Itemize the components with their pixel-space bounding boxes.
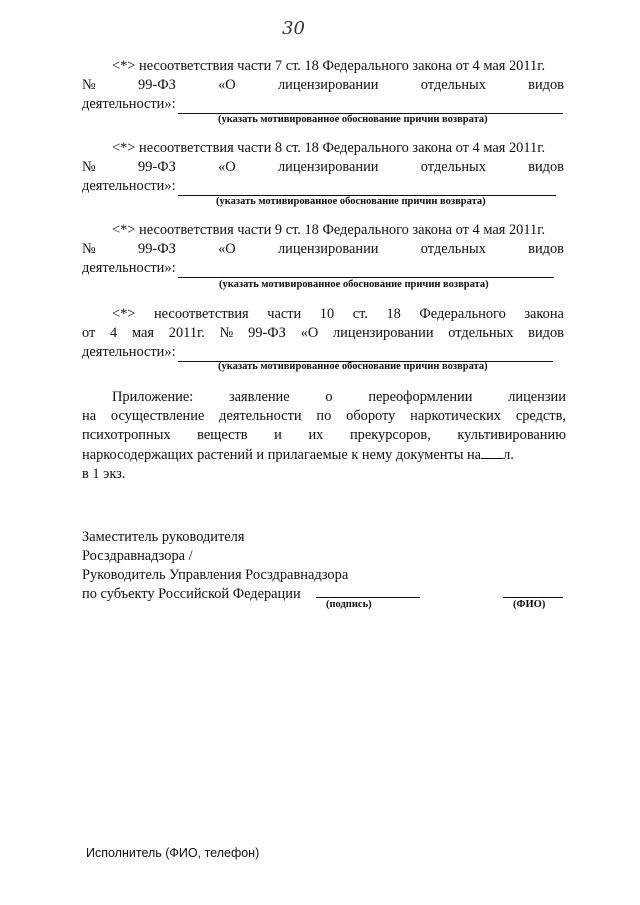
reason-fill-line[interactable]: деятельности»: <box>82 343 564 362</box>
reason-blank[interactable] <box>178 262 554 278</box>
reason-part-7 <box>82 57 564 114</box>
reason-part-9 <box>82 221 564 278</box>
reason-line-1: <*> несоответствия части 7 ст. 18 Федерального закона от 4 мая 2011г. <box>112 58 546 74</box>
reason-part-8 <box>82 139 564 196</box>
signatory-line: Руководитель Управления Росздравнадзора <box>82 567 349 583</box>
name-hint: (ФИО) <box>513 599 546 610</box>
annex-line: в 1 экз. <box>82 466 126 482</box>
reason-part-10 <box>82 305 564 362</box>
annex-line: Приложение: заявление о переоформлении лицензии <box>112 389 566 405</box>
reason-fill-line[interactable]: деятельности»: <box>82 177 564 196</box>
reason-fill-line[interactable]: деятельности»: <box>82 95 564 114</box>
annex-line: психотропных веществ и их прекурсоров, культивированию <box>82 427 566 443</box>
executor-label: Исполнитель (ФИО, телефон) <box>86 846 260 860</box>
reason-line-2: № 99-ФЗ «О лицензировании отдельных видов <box>82 77 564 93</box>
page-count-blank[interactable] <box>481 445 503 459</box>
signatory-block <box>82 528 348 604</box>
reason-blank[interactable] <box>178 98 563 114</box>
reason-line-1: <*> несоответствия части 10 ст. 18 Федерального закона <box>112 306 564 322</box>
reason-line-1: <*> несоответствия части 8 ст. 18 Федерального закона от 4 мая 2011г. <box>112 140 546 156</box>
reason-blank[interactable] <box>178 346 553 362</box>
reason-hint: (указать мотивированное обоснование причин возврата) <box>219 279 489 290</box>
reason-blank[interactable] <box>178 180 556 196</box>
annex-line: наркосодержащих растений и прилагаемые к нему документы на л. <box>82 447 514 463</box>
reason-hint: (указать мотивированное обоснование причин возврата) <box>218 361 488 372</box>
reason-line-2: № 99-ФЗ «О лицензировании отдельных видов <box>82 241 564 257</box>
reason-hint: (указать мотивированное обоснование причин возврата) <box>218 114 488 125</box>
name-line[interactable] <box>503 596 563 598</box>
reason-line-2: от 4 мая 2011г. № 99-ФЗ «О лицензировании отдельных видов <box>82 325 564 341</box>
reason-line-2: № 99-ФЗ «О лицензировании отдельных видов <box>82 159 564 175</box>
signatory-line: Росздравнадзора / <box>82 548 193 564</box>
reason-line-1: <*> несоответствия части 9 ст. 18 Федерального закона от 4 мая 2011г. <box>112 222 546 238</box>
annex-line: на осуществление деятельности по обороту наркотических средств, <box>82 408 566 424</box>
signature-line[interactable] <box>316 596 420 598</box>
reason-hint: (указать мотивированное обоснование причин возврата) <box>216 196 486 207</box>
signature-hint: (подпись) <box>326 599 372 610</box>
signatory-line: по субъекту Российской Федерации <box>82 586 301 602</box>
reason-fill-line[interactable]: деятельности»: <box>82 259 564 278</box>
annex-paragraph <box>82 388 566 484</box>
page-number: 30 <box>282 18 305 39</box>
signatory-line: Заместитель руководителя <box>82 529 245 545</box>
